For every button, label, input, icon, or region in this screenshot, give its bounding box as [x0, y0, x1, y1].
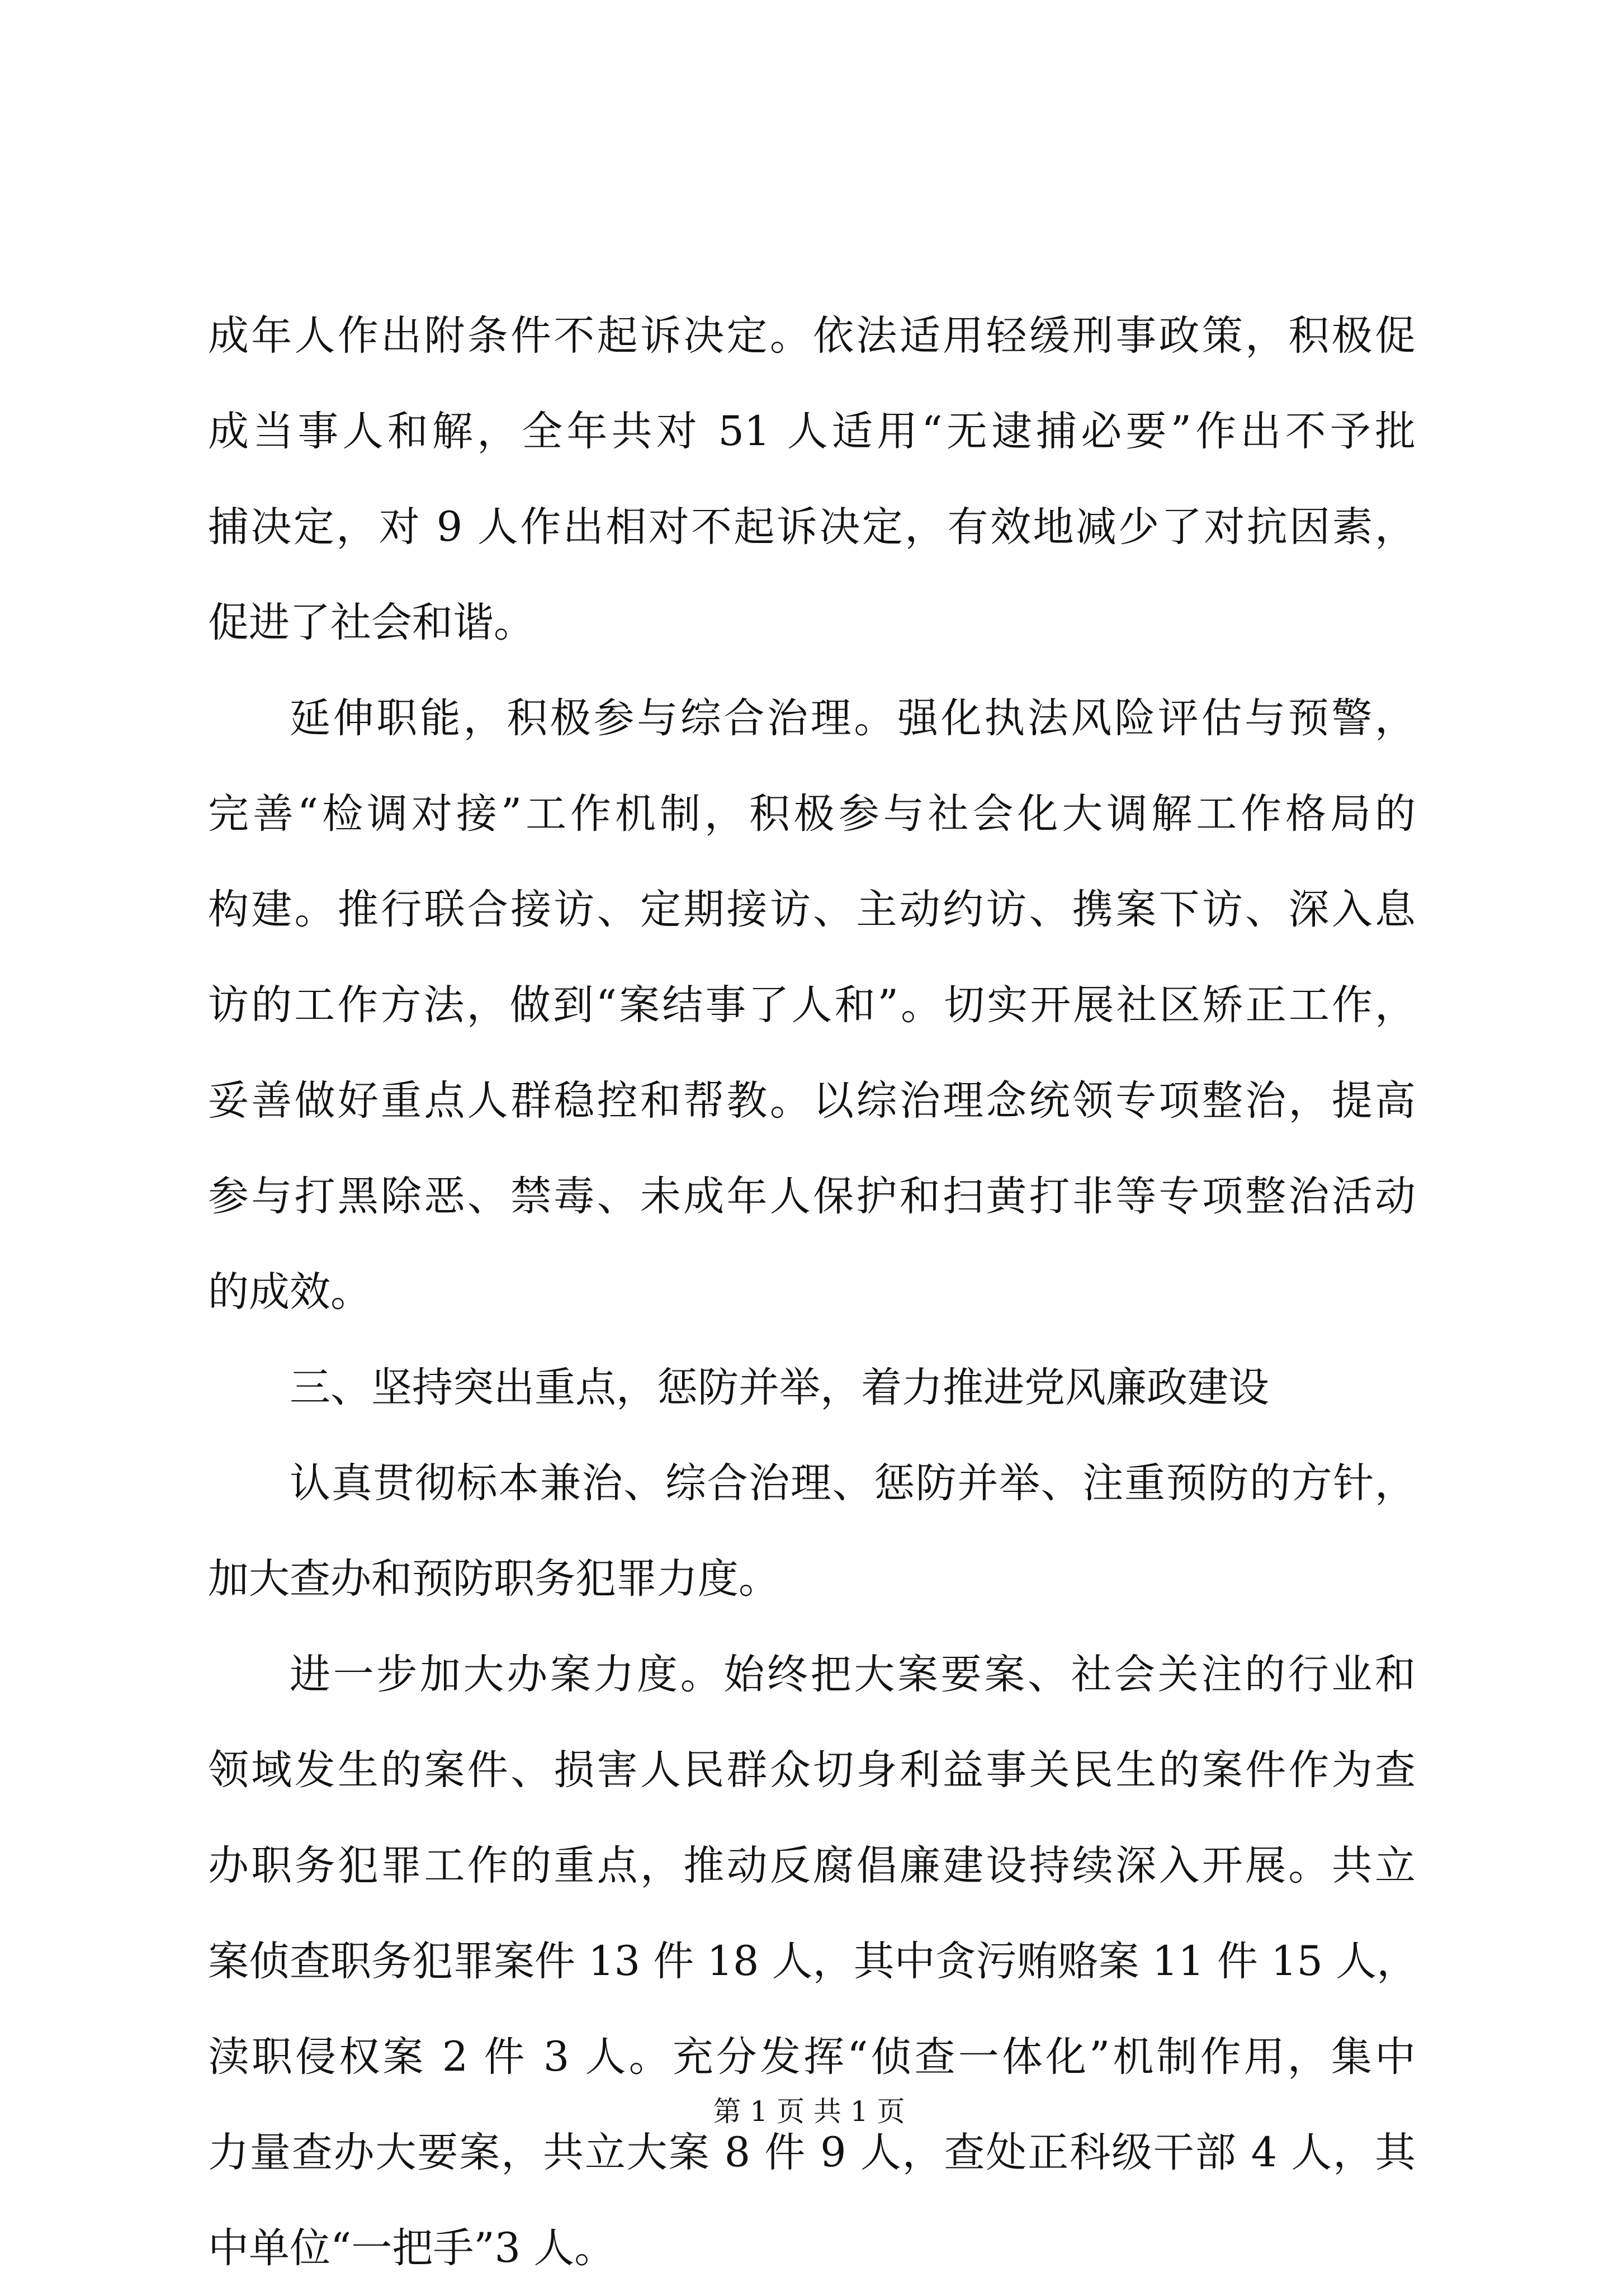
text-line-6: 完善“检调对接”工作机制，积极参与社会化大调解工作格局的: [208, 790, 1416, 838]
text-line-4: 促进了社会和谐。: [208, 599, 534, 646]
text-line-2: 成当事人和解，全年共对 51 人适用“无逮捕必要”作出不予批: [208, 408, 1416, 455]
text-line-18: 案侦查职务犯罪案件 13 件 18 人，其中贪污贿赂案 11 件 15 人，: [208, 1938, 1418, 1985]
text-line-11: 的成效。: [208, 1268, 371, 1316]
text-line-3: 捕决定，对 9 人作出相对不起诉决定，有效地减少了对抗因素，: [208, 503, 1416, 551]
text-line-14: 加大查办和预防职务犯罪力度。: [208, 1555, 779, 1603]
text-line-20: 力量查办大要案，共立大案 8 件 9 人，查处正科级干部 4 人，其: [208, 2129, 1416, 2176]
text-line-17: 办职务犯罪工作的重点，推动反腐倡廉建设持续深入开展。共立: [208, 1842, 1416, 1889]
text-line-21: 中单位“一把手”3 人。: [208, 2224, 616, 2272]
text-line-16: 领域发生的案件、损害人民群众切身利益事关民生的案件作为查: [208, 1746, 1416, 1794]
paragraph-start-line-13: 认真贯彻标本兼治、综合治理、惩防并举、注重预防的方针，: [290, 1459, 1416, 1507]
section-heading: 三、坚持突出重点，惩防并举，着力推进党风廉政建设: [290, 1364, 1269, 1411]
paragraph-start-line-15: 进一步加大办案力度。始终把大案要案、社会关注的行业和: [290, 1651, 1416, 1698]
text-line-8: 访的工作方法，做到“案结事了人和”。切实开展社区矫正工作，: [208, 981, 1416, 1029]
text-line-9: 妥善做好重点人群稳控和帮教。以综治理念统领专项整治，提高: [208, 1077, 1416, 1125]
text-line-10: 参与打黑除恶、禁毒、未成年人保护和扫黄打非等专项整治活动: [208, 1173, 1416, 1220]
paragraph-start-line-5: 延伸职能，积极参与综合治理。强化执法风险评估与预警，: [290, 695, 1416, 742]
page-footer: 第 1 页 共 1 页: [713, 2095, 905, 2128]
text-line-19: 渎职侵权案 2 件 3 人。充分发挥“侦查一体化”机制作用，集中: [208, 2033, 1416, 2081]
text-line-7: 构建。推行联合接访、定期接访、主动约访、携案下访、深入息: [208, 886, 1416, 933]
text-line-1: 成年人作出附条件不起诉决定。依法适用轻缓刑事政策，积极促: [208, 312, 1416, 360]
document-body: [208, 288, 1416, 2296]
